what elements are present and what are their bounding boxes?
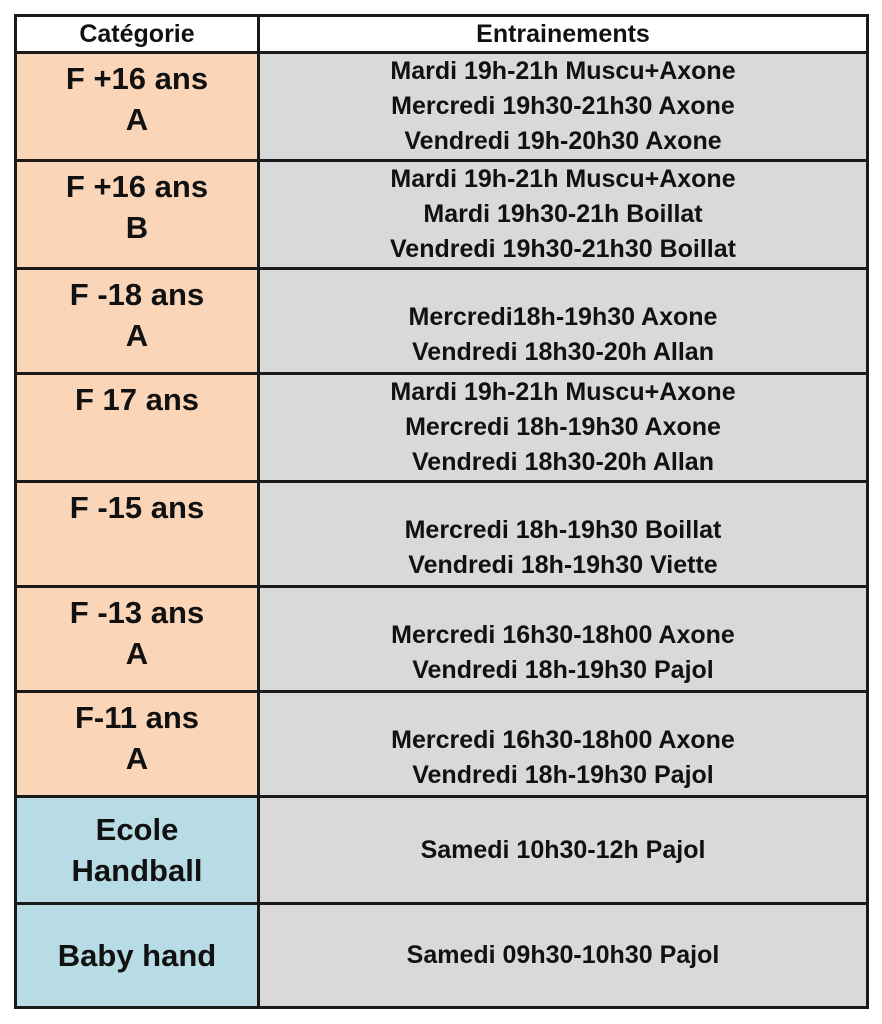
session-entry: Mercredi 16h30-18h00 Axone	[391, 726, 735, 754]
category-cell	[16, 161, 259, 269]
session-entry: Vendredi 18h-19h30 Pajol	[412, 761, 714, 789]
session-entry: Mercredi 18h-19h30 Boillat	[404, 516, 722, 544]
category-label: F -18 ans	[69, 277, 205, 312]
table-row	[16, 482, 868, 587]
sessions-cell	[259, 587, 868, 692]
category-column-header: Catégorie	[16, 16, 259, 53]
category-cell	[16, 374, 259, 482]
training-schedule-table	[14, 14, 869, 1009]
category-label: F +16 ans	[65, 61, 209, 96]
sessions-cell	[259, 797, 868, 904]
session-entry: Mercredi 19h30-21h30 Axone	[391, 92, 735, 120]
table-row	[16, 374, 868, 482]
category-cell	[16, 797, 259, 904]
category-group: A	[125, 318, 149, 353]
category-cell	[16, 53, 259, 161]
category-cell	[16, 904, 259, 1008]
session-entry: Mardi 19h30-21h Boillat	[423, 200, 703, 228]
category-cell	[16, 482, 259, 587]
sessions-cell	[259, 269, 868, 374]
session-entry: Vendredi 19h-20h30 Axone	[404, 127, 722, 155]
session-entry: Vendredi 19h30-21h30 Boillat	[390, 235, 736, 263]
category-group: A	[125, 636, 149, 671]
category-label: F -13 ans	[69, 595, 205, 630]
sessions-cell	[259, 374, 868, 482]
session-entry: Mardi 19h-21h Muscu+Axone	[390, 165, 736, 193]
category-group: A	[125, 102, 149, 137]
session-entry: Samedi 10h30-12h Pajol	[420, 835, 706, 864]
session-entry: Samedi 09h30-10h30 Pajol	[406, 941, 720, 969]
session-entry: Vendredi 18h30-20h Allan	[412, 338, 714, 366]
category-label: F-11 ans	[74, 700, 200, 735]
category-cell	[16, 587, 259, 692]
table-row	[16, 587, 868, 692]
table-row	[16, 269, 868, 374]
sessions-cell	[259, 904, 868, 1008]
category-cell	[16, 269, 259, 374]
category-group: A	[125, 741, 149, 776]
sessions-cell	[259, 161, 868, 269]
header-row	[16, 16, 868, 53]
sessions-cell	[259, 53, 868, 161]
session-entry: Vendredi 18h30-20h Allan	[412, 448, 714, 476]
session-entry: Mercredi 18h-19h30 Axone	[405, 413, 721, 441]
category-label: F 17 ans	[74, 382, 200, 417]
trainings-column-header: Entrainements	[259, 16, 868, 53]
sessions-cell	[259, 692, 868, 797]
session-entry: Vendredi 18h-19h30 Viette	[408, 551, 718, 579]
session-entry: Vendredi 18h-19h30 Pajol	[412, 656, 714, 684]
session-entry: Mardi 19h-21h Muscu+Axone	[390, 378, 736, 406]
table-row	[16, 797, 868, 904]
category-label: F -15 ans	[69, 490, 205, 525]
category-group: Handball	[71, 853, 203, 888]
table-row	[16, 161, 868, 269]
session-entry: Mercredi 16h30-18h00 Axone	[391, 621, 735, 649]
table-row	[16, 904, 868, 1008]
table-row	[16, 53, 868, 161]
table-row	[16, 692, 868, 797]
category-label: F +16 ans	[65, 169, 209, 204]
session-entry: Mardi 19h-21h Muscu+Axone	[390, 57, 736, 85]
category-label: Baby hand	[57, 938, 217, 973]
category-label: Ecole	[95, 812, 179, 847]
sessions-cell	[259, 482, 868, 587]
category-cell	[16, 692, 259, 797]
category-group: B	[125, 210, 149, 245]
session-entry: Mercredi18h-19h30 Axone	[408, 303, 718, 331]
